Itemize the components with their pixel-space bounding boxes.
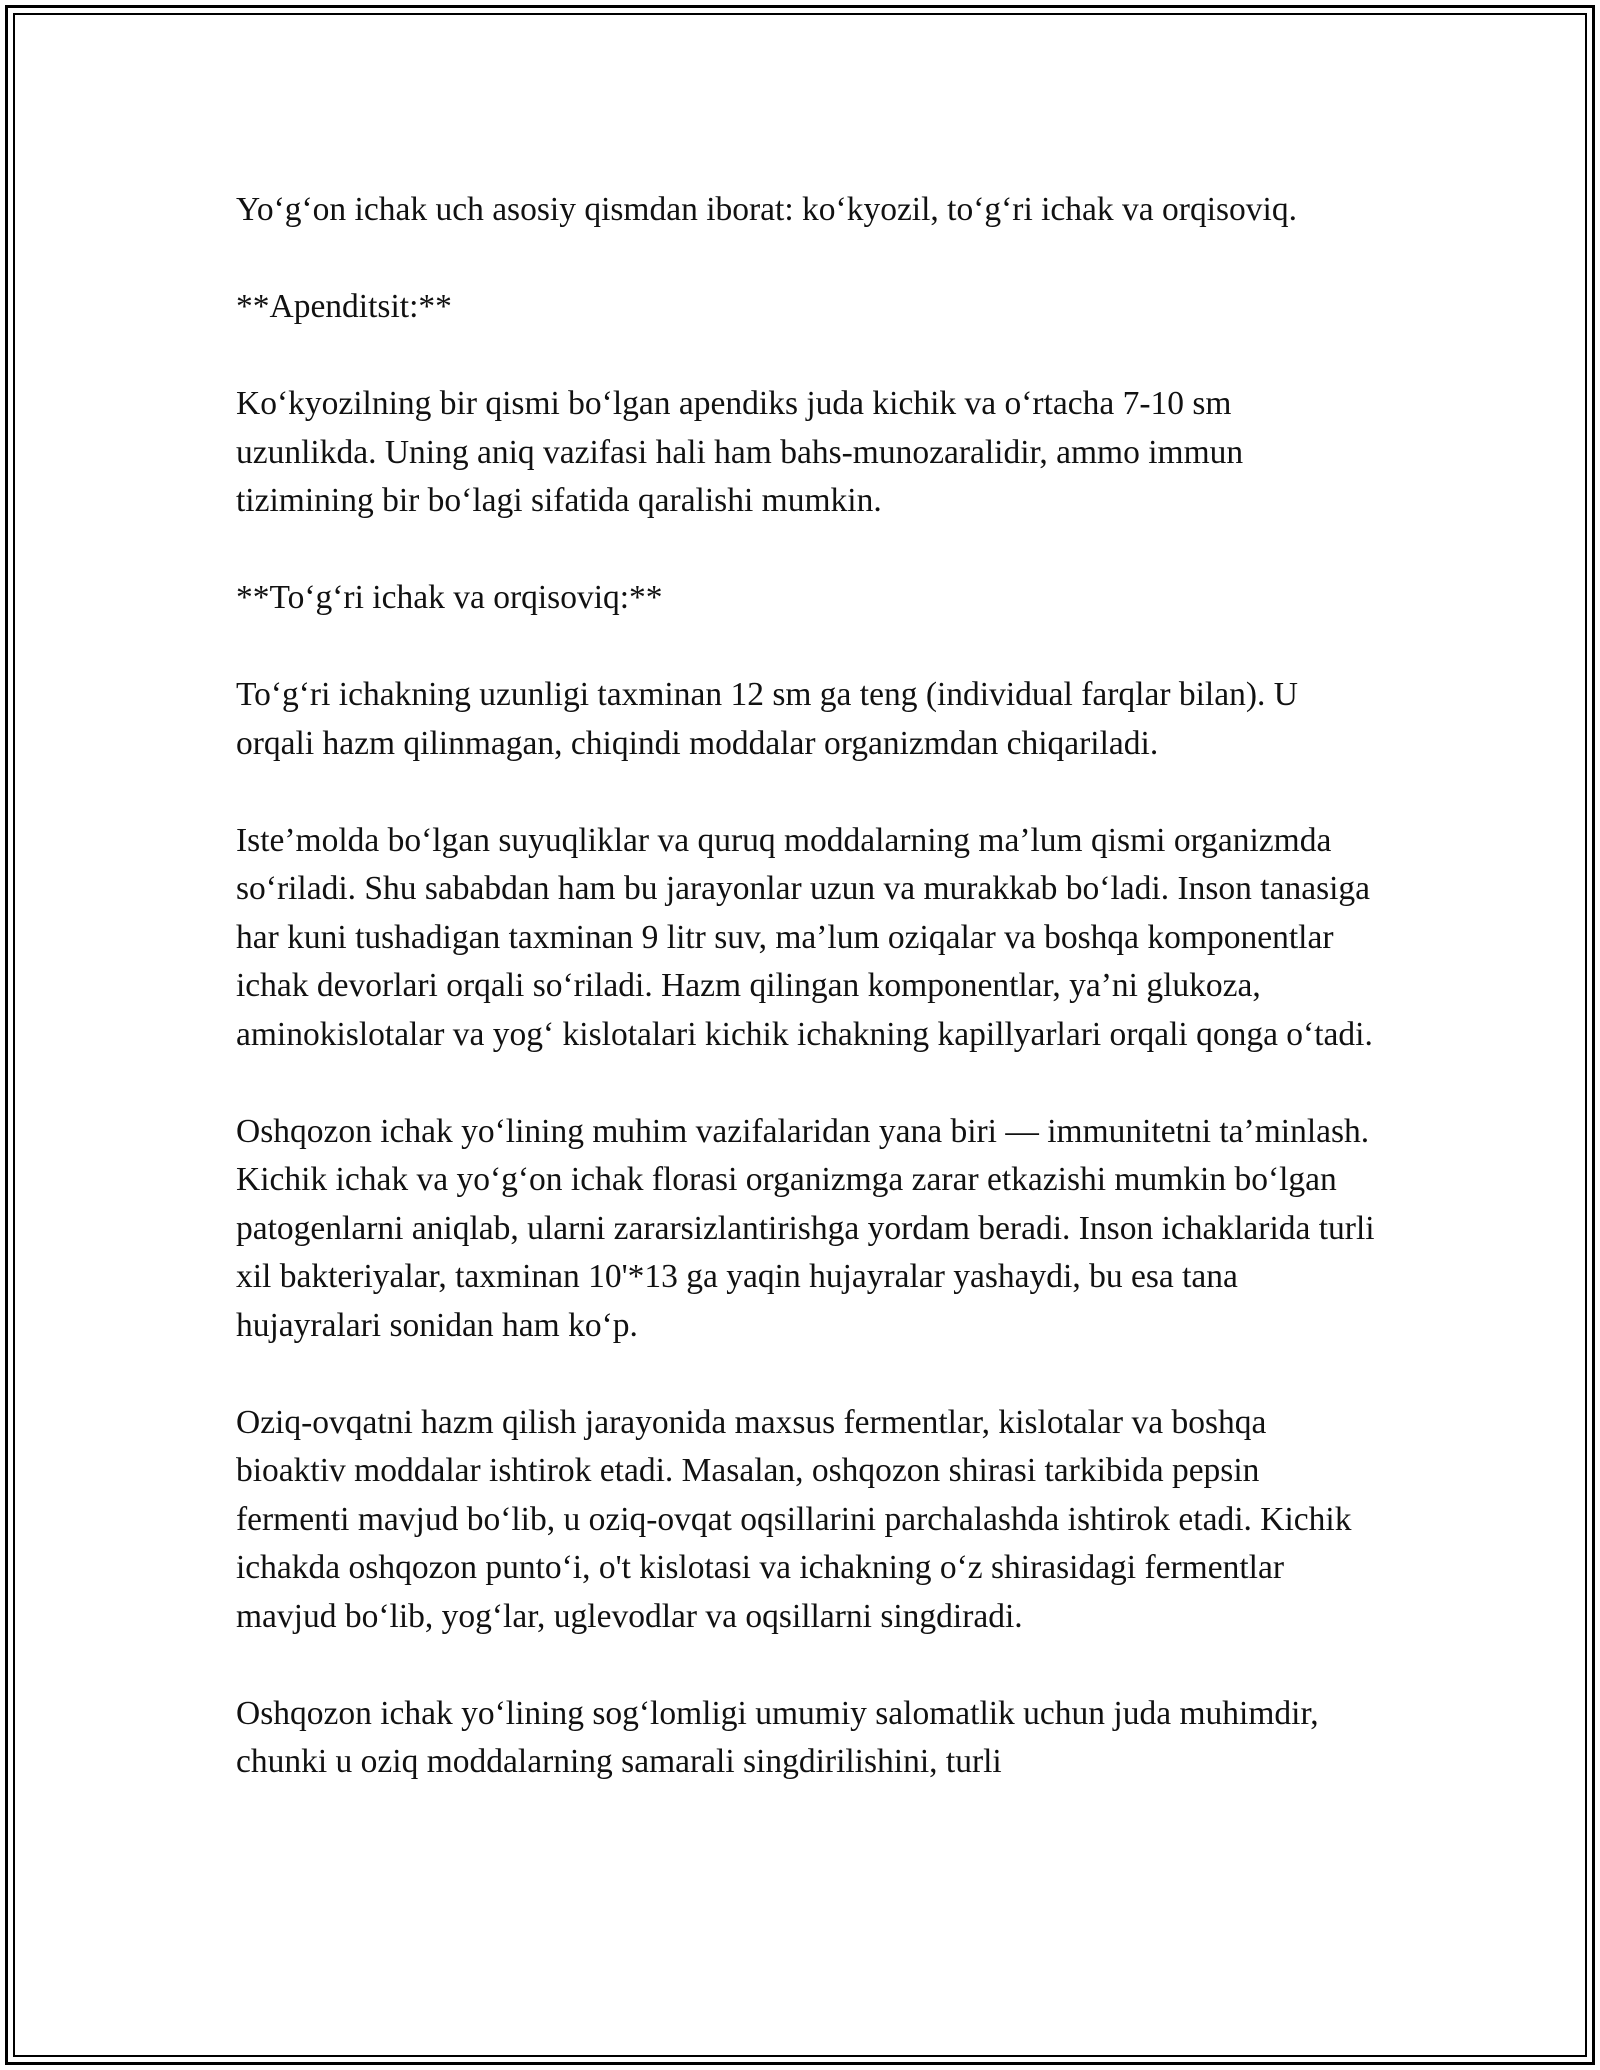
paragraph-gut-health: Oshqozon ichak yo‘lining sog‘lomligi umumiy salomatlik uchun juda muhimdir, chunki u oziq moddalarning samarali singdirilishini, turli	[236, 1694, 1319, 1780]
paragraph-enzymes: Oziq-ovqatni hazm qilish jarayonida maxsus fermentlar, kislotalar va boshqa bioaktiv moddalar ishtirok etadi. Masalan, oshqozon shirasi tarkibida pepsin fermenti mavjud bo‘lib, u oziq-ovqat oqsillarini parchalashda ishtirok etadi. Kichik ichakda oshqozon punto‘i, o't kislotasi va ichakning o‘z shirasidagi fermentlar mavjud bo‘lib, yog‘lar, uglevodlar va oqsillarni singdiradi.	[236, 1403, 1352, 1635]
paragraph-large-intestine-intro: Yo‘g‘on ichak uch asosiy qismdan iborat: ko‘kyozil, to‘g‘ri ichak va orqisoviq.	[236, 191, 1297, 228]
heading-rectum: **To‘g‘ri ichak va orqisoviq:**	[236, 579, 663, 616]
paragraph-appendix: Ko‘kyozilning bir qismi bo‘lgan apendiks juda kichik va o‘rtacha 7-10 sm uzunlikda. Uning aniq vazifasi hali ham bahs-munozaralidir, ammo immun tizimining bir bo‘lagi sifatida qaralishi mumkin.	[236, 385, 1244, 519]
paragraph-immunity: Oshqozon ichak yo‘lining muhim vazifalaridan yana biri — immunitetni ta’minlash. Kichik ichak va yo‘g‘on ichak florasi organizmga zarar etkazishi mumkin bo‘lgan patogenlarni aniqlab, ularni zararsizlantirishga yordam beradi. Inson ichaklarida turli xil bakteriyalar, taxminan 10'*13 ga yaqin hujayralar yashaydi, bu esa tana hujayralari sonidan ham ko‘p.	[236, 1112, 1375, 1344]
heading-appendicitis: **Apenditsit:**	[236, 288, 452, 325]
paragraph-absorption: Iste’molda bo‘lgan suyuqliklar va quruq moddalarning ma’lum qismi organizmda so‘riladi. Shu sababdan ham bu jarayonlar uzun va murakkab bo‘ladi. Inson tanasiga har kuni tushadigan taxminan 9 litr suv, ma’lum oziqalar va boshqa komponentlar ichak devorlari orqali so‘riladi. Hazm qilingan komponentlar, ya’ni glukoza, aminokislotalar va yog‘ kislotalari kichik ichakning kapillyarlari orqali qonga o‘tadi.	[236, 821, 1373, 1053]
paragraph-rectum: To‘g‘ri ichakning uzunligi taxminan 12 sm ga teng (individual farqlar bilan). U orqali hazm qilinmagan, chiqindi moddalar organizmdan chiqariladi.	[236, 676, 1298, 762]
document-body	[236, 186, 1376, 1835]
